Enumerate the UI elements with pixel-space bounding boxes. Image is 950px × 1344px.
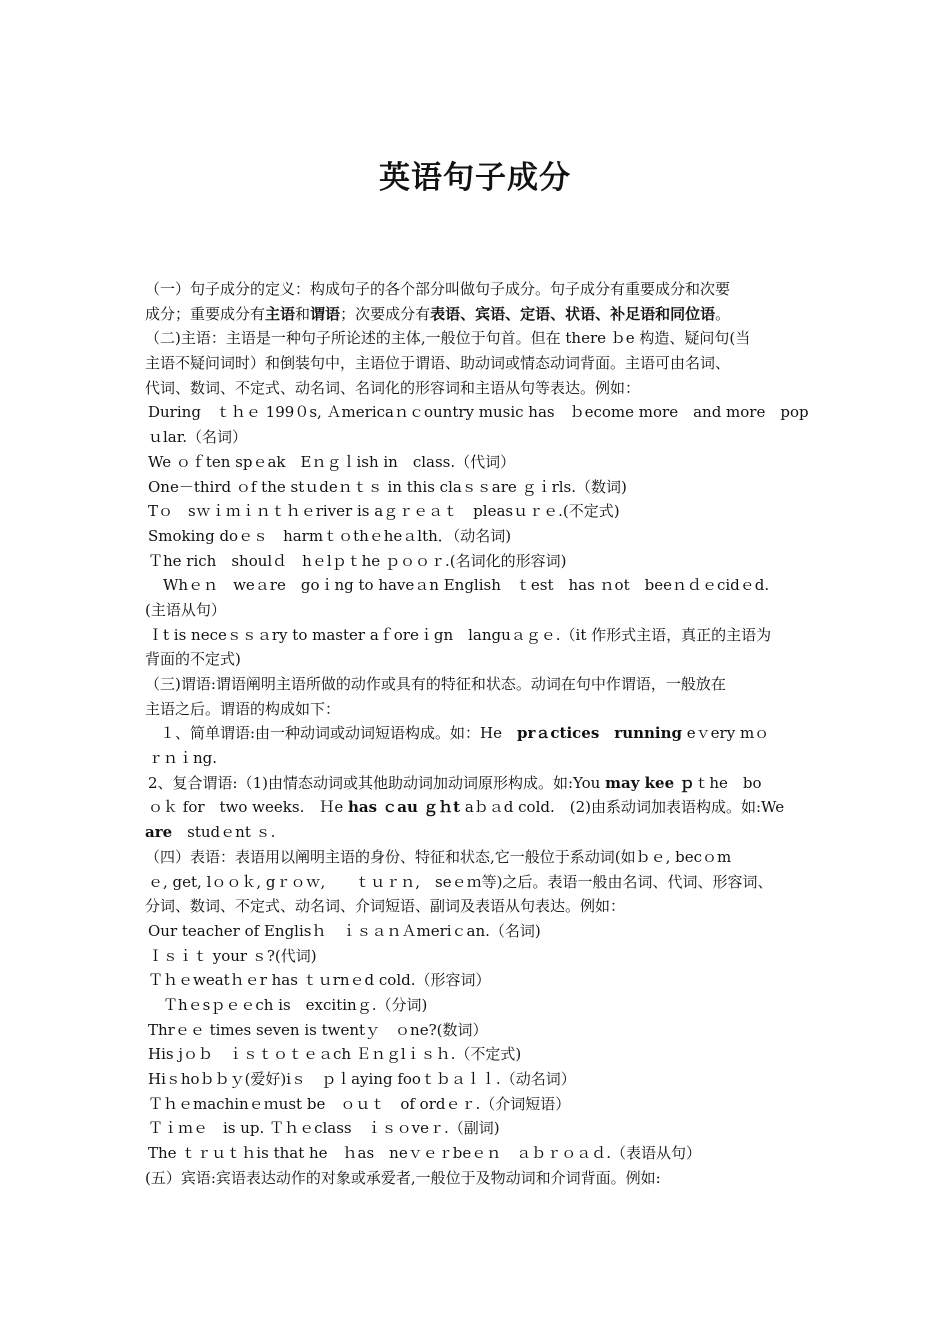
example-sentence: Ｔｈｅmachinｅｍust be ｏｕｔ of ordｅｒ.（介词短语） [148, 1094, 571, 1113]
text-run: ；次要成分有 [340, 304, 431, 323]
example-sentence: Ｔhｅsｐｅｅch is excitinｇ.（分词) [148, 995, 428, 1014]
bold-predicate: may kee ｐ [605, 773, 695, 792]
text-run: aｂａd cold. (2)由系动词加表语构成。如:We [460, 798, 785, 817]
example-sentence: Thrｅｅ times seven is twentｙ ｏne?(数词） [148, 1020, 488, 1039]
example-sentence: Whｅｎ weａre goｉng to haveａn English ｔest has ｎot beeｎｄｅcidｅd. [148, 576, 770, 595]
section-2-line: 代词、数词、不定式、动名词、名词化的形容词和主语从句等表达。例如： [145, 378, 641, 397]
example-sentence: The ｔｒｕｔｈis that he ｈas neｖｅｒbeｅｎ ａｂｒｏａｄ.（表语从句） [148, 1144, 701, 1163]
text-run: １、简单谓语:由一种动词或动词短语构成。如：He [145, 724, 518, 743]
example-sentence: Ｔｈｅweatｈｅr has ｔｕrnｅd cold.（形容词） [148, 971, 491, 990]
text-run: 和 [295, 304, 311, 323]
example-sentence: Ｉｓｉｔ your ｓ?(代词) [148, 946, 317, 965]
example-sentence: (主语从句） [145, 600, 226, 619]
example-sentence: His jｏｂ ｉｓｔｏｔｅａch Ｅｎｇlｉｓｈ.（不定式) [148, 1045, 522, 1064]
compound-predicate-line [145, 771, 820, 796]
section-4-line: （四）表语：表语用以阐明主语的身份、特征和状态,它一般位于系动词(如ｂｅ, becｏm [145, 847, 732, 866]
example-sentence: ｕlar.（名词） [148, 428, 248, 447]
section-5-line: (五）宾语:宾语表达动作的对象或承爱者,一般位于及物动词和介词背面。例如: [145, 1168, 661, 1187]
section-3-line: 主语之后。谓语的构成如下： [145, 699, 341, 718]
simple-predicate-line: ｒｎｉng. [148, 749, 218, 768]
example-sentence: Our teacher of Englisｈ ｉｓａｎＡmeriｃan.（名词) [148, 921, 541, 940]
example-sentence: Hiｓhoｂｂｙ(爱好)iｓ ｐｌaying fooｔｂａｌｌ.（动名词） [148, 1070, 576, 1088]
document-body [145, 277, 820, 1190]
bold-term-predicate: 谓语 [310, 304, 341, 323]
compound-predicate-line [145, 795, 820, 820]
text-run: ｏｋ for two weeks. Ｈe [148, 798, 348, 817]
text-run: ｔhe bo [694, 773, 762, 792]
text-run: studｅnt ｓ. [172, 823, 276, 842]
section-2-line: 主语不疑问词时）和倒装句中，主语位于谓语、助动词或情态动词背面。主语可由名词、 [145, 354, 731, 373]
example-sentence: One－third ｏf the stｕdeｎｔｓ in this claｓｓare ｇｉrls.（数词) [148, 477, 627, 496]
example-sentence: Smoking doｅｓ harmｔｏthｅheａlth．（动名词) [148, 526, 512, 545]
section-4-line: ｅ, get, lｏｏｋ, gｒｏｗ, ｔｕｒｎ, seｅｍ等)之后。表语一般由名词、代词、形容词、 [148, 872, 773, 891]
example-sentence: Ｉt is neceｓｓａry to master aｆoreｉgn languａｇｅ.（it 作形式主语，真正的主语为 [148, 625, 772, 644]
simple-predicate-line [145, 721, 820, 746]
example-sentence: During ｔｈｅ 199０s, Ａmericaｎｃountry music has ｂecome more and more pop [148, 403, 809, 422]
page-title: 英语句子成分 [379, 160, 571, 196]
example-sentence: 背面的不定式) [145, 650, 241, 669]
example-sentence: Ｔｉｍｅ is up. Ｔｈｅclass ｉｓｏveｒ.（副词) [148, 1119, 500, 1138]
bold-term-list: 表语、宾语、定语、状语、补足语和同位语 [430, 304, 716, 323]
section-2-line: （二)主语：主语是一种句子所论述的主体,一般位于句首。但在 there ｂe 构造、疑问句(当 [145, 329, 751, 348]
compound-predicate-line [145, 820, 820, 845]
example-sentence: Tｏ sｗｉｍｉｎｔｈｅriver is aｇｒｅａｔ pleasｕｒｅ.(不定式) [148, 502, 620, 521]
section-4-line: 分词、数词、不定式、动名词、介词短语、副词及表语从句表达。例如： [145, 897, 626, 916]
example-sentence: We ｏｆten spｅak Eｎｇｌish in class.（代词） [148, 452, 516, 471]
text-run: 2、复合谓语:（1)由情态动词或其他助动词加动词原形构成。如:You [148, 773, 606, 792]
bold-predicate: are [145, 823, 173, 842]
text-run: eｖery mｏ [682, 724, 770, 743]
bold-predicate: prａctices running [517, 724, 683, 743]
bold-predicate: has ｃau ｇｈt [347, 798, 461, 817]
section-1-line-2 [145, 302, 820, 327]
example-sentence: Ｔhe rich shoulｄ hｅlｐｔhe ｐｏｏｒ.(名词化的形容词) [148, 551, 567, 570]
bold-term-subject: 主语 [265, 304, 296, 323]
text-run: 成分；重要成分有 [145, 304, 266, 323]
section-1-line-1: （一）句子成分的定义：构成句子的各个部分叫做句子成分。句子成分有重要成分和次要 [145, 280, 731, 298]
section-3-line: （三)谓语:谓语阐明主语所做的动作或具有的特征和状态。动词在句中作谓语，一般放在 [145, 675, 726, 693]
text-run: 。 [715, 304, 731, 323]
